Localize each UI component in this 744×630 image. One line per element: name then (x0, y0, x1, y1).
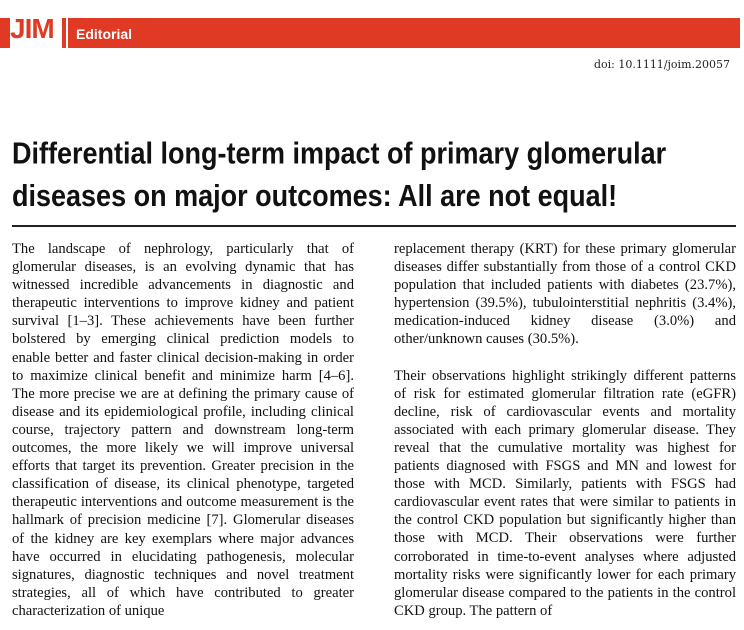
logo-divider (66, 18, 68, 48)
doi-link[interactable]: doi: 10.1111/joim.20057 (593, 58, 730, 71)
left-column (12, 240, 354, 620)
body-paragraph: The landscape of nephrology, particularly that of glomerular diseases, is an evolving dynamic that has witnessed incredible advancements in diagnostic and therapeutic interventions to improve kidney and patient survival [1–3]. These achievements have been further bolstered by emerging clinical prediction models to enable better and faster clinical decision-making in order to maximize clinical benefit and minimize harm [4–6]. The more precise we are at defining the primary cause of disease and its epidemiological profile, including clinical course, trajectory pattern and downstream long-term outcomes, the more likely we will improve universal efforts that target its prevention. Greater precision in the classification of disease, its clinical phenotype, targeted therapeutic interventions and outcome measurement is the hallmark of precision medicine [7]. Glomerular diseases of the kidney are key exemplars where major advances have occurred in elucidating pathogenesis, molecular signatures, diagnostic techniques and novel treatment strategies, all of which have contributed to greater characterization of unique (12, 241, 354, 619)
body-paragraph: replacement therapy (KRT) for these primary glomerular diseases differ substantially from those of a control CKD population that included patients with diabetes (23.7%), hypertension (39.5%), tubulointerstitial nephritis (3.4%), medication-induced kidney disease (3.0%) and other/unknown causes (30.5%). (394, 241, 736, 348)
right-column (394, 240, 736, 620)
body-paragraph: Their observations highlight strikingly different patterns of risk for estimated glomerular filtration rate (eGFR) decline, risk of cardiovascular events and mortality associated with each primary glomerular disease. They reveal that the cumulative mortality was highest for patients diagnosed with FSGS and MN and lowest for those with MCD. Similarly, patients with FSGS had cardiovascular event rates that were similar to patients in the control CKD population but significantly higher than those with MCD. Their observations were further corroborated in time-to-event analyses where adjusted mortality risks were significantly lower for each primary glomerular disease compared to the patients in the control CKD group. The pattern of (394, 367, 736, 619)
article-title: Differential long-term impact of primary glomerular diseases on major outcomes: All are not equal! (12, 136, 667, 213)
section-label: Editorial (76, 26, 133, 42)
journal-logo: JIM (10, 10, 62, 48)
title-rule (12, 225, 736, 227)
